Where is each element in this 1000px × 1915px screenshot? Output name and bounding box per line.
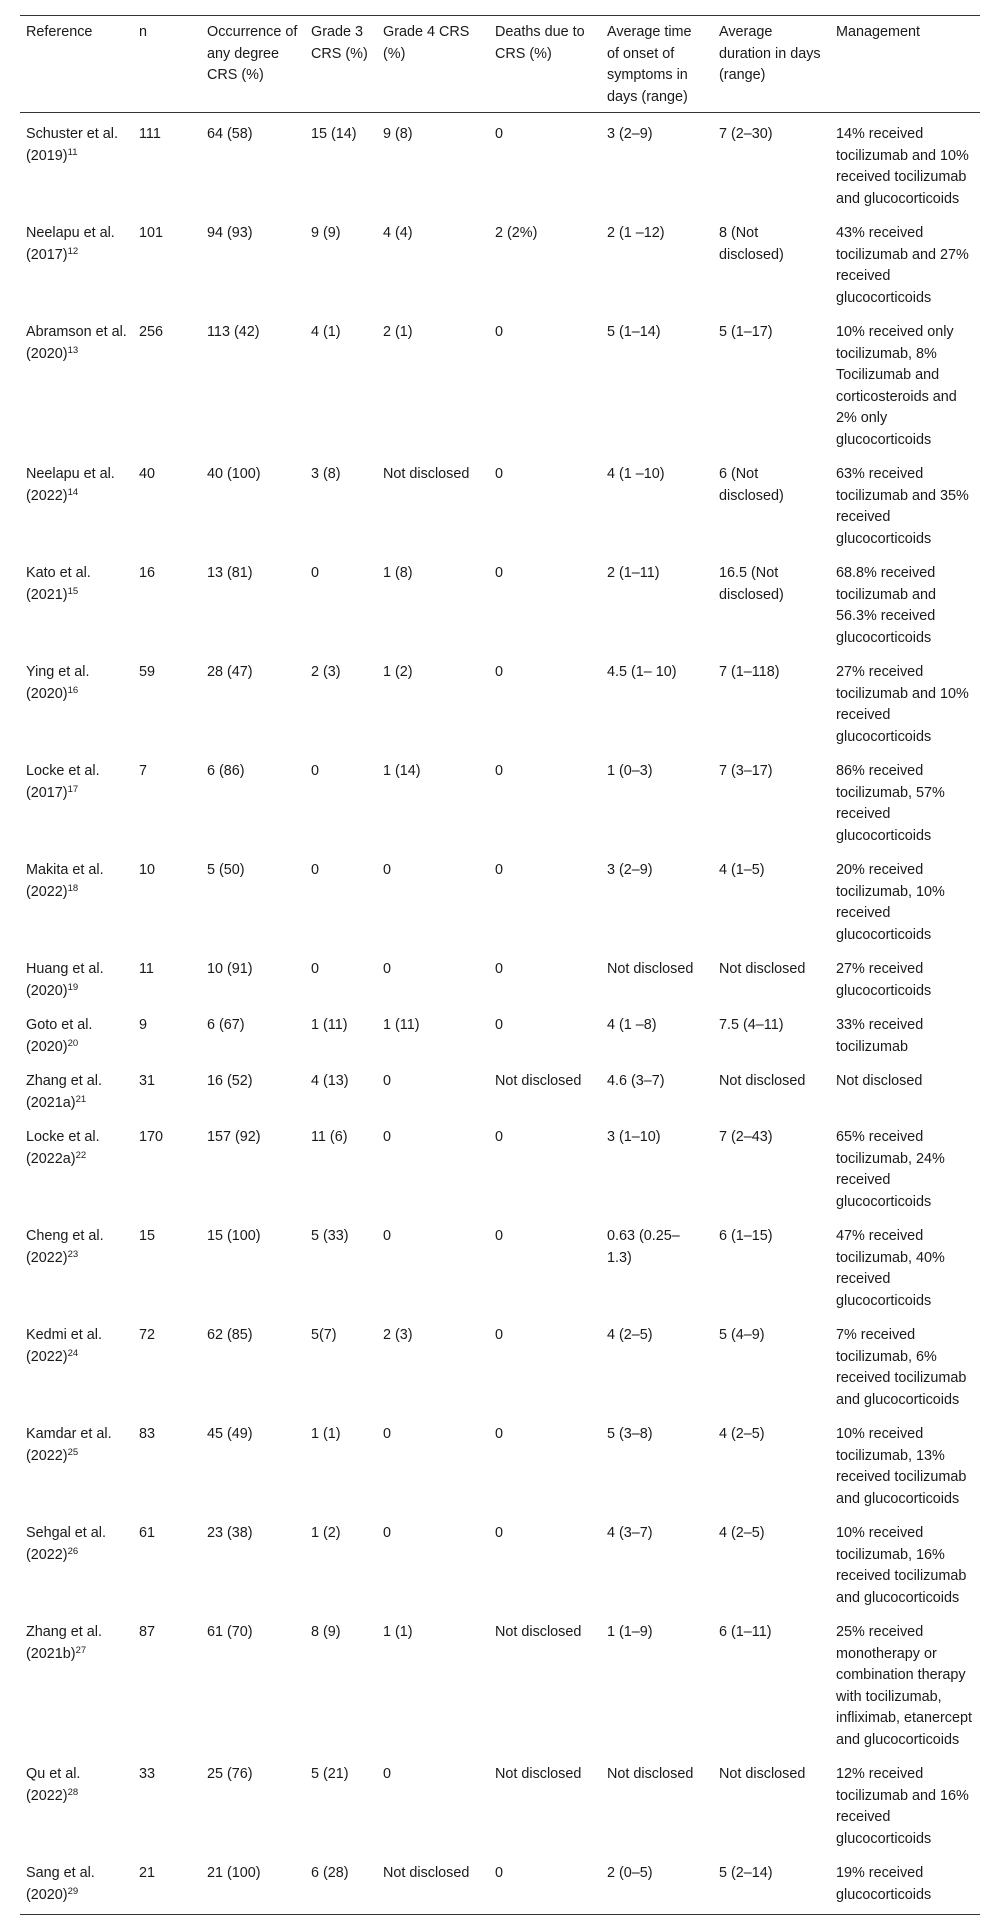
cell-deaths: 0 xyxy=(495,324,504,340)
cell-grade4: 4 (4) xyxy=(383,225,413,241)
citation-number: 21 xyxy=(75,1093,87,1105)
cell-reference xyxy=(20,750,133,849)
cell-deaths: 0 xyxy=(495,565,504,581)
cell-any-crs: 25 (76) xyxy=(207,1766,253,1782)
table-row xyxy=(20,311,980,453)
reference-text: Neelapu et al. (2022) xyxy=(26,466,115,504)
cell-grade3: 0 xyxy=(311,961,320,977)
cell-management: 10% received tocilizumab, 13% received tocilizumab and glucocorticoids xyxy=(836,1426,967,1507)
table-row xyxy=(20,948,980,1004)
cell-grade3: 11 (6) xyxy=(311,1129,348,1145)
table-row xyxy=(20,1004,980,1060)
cell-duration: 7.5 (4–11) xyxy=(719,1017,784,1033)
cell-onset: 2 (0–5) xyxy=(601,1852,713,1915)
cell-duration: 5 (1–17) xyxy=(719,324,773,340)
cell-any-crs: 40 (100) xyxy=(207,466,261,482)
header-duration: Average duration in days (range) xyxy=(713,16,830,113)
citation-number: 25 xyxy=(67,1446,79,1458)
reference-text: Sang et al. (2020) xyxy=(26,1865,95,1903)
cell-grade4: 1 (1) xyxy=(383,1624,413,1640)
cell-duration: 6 (1–15) xyxy=(719,1228,773,1244)
cell-deaths: Not disclosed xyxy=(495,1624,582,1640)
reference-text: Ying et al. (2020) xyxy=(26,664,90,702)
cell-grade4: 2 (3) xyxy=(383,1327,413,1343)
header-any-crs: Occurrence of any degree CRS (%) xyxy=(201,16,305,113)
cell-management: 65% received tocilizumab, 24% received glucocorticoids xyxy=(836,1129,945,1210)
cell-management: 19% received glucocorticoids xyxy=(830,1852,980,1915)
cell-grade3: 1 (11) xyxy=(311,1017,348,1033)
cell-onset: 4 (3–7) xyxy=(607,1525,653,1541)
cell-grade4: 0 xyxy=(383,1129,392,1145)
cell-n: 11 xyxy=(139,961,154,977)
cell-any-crs: 62 (85) xyxy=(207,1327,253,1343)
cell-grade4: 1 (8) xyxy=(383,565,413,581)
table-row xyxy=(20,651,980,750)
cell-deaths: 0 xyxy=(495,1426,504,1442)
cell-duration: 7 (3–17) xyxy=(719,763,773,779)
header-row xyxy=(20,16,980,113)
cell-any-crs: 61 (70) xyxy=(207,1624,253,1640)
cell-any-crs: 23 (38) xyxy=(207,1525,253,1541)
table-row xyxy=(20,1060,980,1116)
cell-management: 10% received only tocilizumab, 8% Tocilizumab and corticosteroids and 2% only glucocorticoids xyxy=(836,324,957,448)
cell-deaths: 0 xyxy=(495,1129,504,1145)
cell-duration: Not disclosed xyxy=(719,961,806,977)
cell-onset: 3 (2–9) xyxy=(607,126,653,142)
cell-n: 21 xyxy=(133,1852,201,1915)
cell-duration: 4 (2–5) xyxy=(719,1426,765,1442)
cell-any-crs: 16 (52) xyxy=(207,1073,253,1089)
reference-text: Huang et al. (2020) xyxy=(26,961,104,999)
header-deaths: Deaths due to CRS (%) xyxy=(489,16,601,113)
cell-reference xyxy=(20,552,133,651)
cell-n: 101 xyxy=(139,225,164,241)
cell-duration: 5 (4–9) xyxy=(719,1327,765,1343)
cell-reference xyxy=(20,1852,133,1915)
reference-text: Zhang et al. (2021b) xyxy=(26,1624,103,1662)
table-row xyxy=(20,1611,980,1753)
table-row xyxy=(20,1852,980,1915)
cell-management: 20% received tocilizumab, 10% received glucocorticoids xyxy=(836,862,945,943)
cell-grade4: 0 xyxy=(383,961,392,977)
cell-n: 31 xyxy=(139,1073,156,1089)
cell-any-crs: 21 (100) xyxy=(201,1852,305,1915)
cell-grade3: 5 (21) xyxy=(311,1766,349,1782)
citation-number: 22 xyxy=(75,1149,87,1161)
cell-grade4: Not disclosed xyxy=(377,1852,489,1915)
cell-any-crs: 10 (91) xyxy=(207,961,253,977)
citation-number: 20 xyxy=(67,1037,79,1049)
cell-onset: 0.63 (0.25– 1.3) xyxy=(607,1228,680,1266)
cell-duration: 6 (Not disclosed) xyxy=(719,466,784,504)
cell-grade3: 2 (3) xyxy=(311,664,341,680)
reference-text: Locke et al. (2017) xyxy=(26,763,100,801)
reference-text: Sehgal et al. (2022) xyxy=(26,1525,107,1563)
table-row xyxy=(20,750,980,849)
cell-grade3: 0 xyxy=(311,862,320,878)
cell-reference xyxy=(20,212,133,311)
citation-number: 12 xyxy=(67,245,79,257)
crs-table xyxy=(20,15,980,1915)
cell-grade4: 1 (14) xyxy=(383,763,421,779)
cell-any-crs: 6 (67) xyxy=(207,1017,245,1033)
cell-grade3: 4 (1) xyxy=(311,324,341,340)
reference-text: Kedmi et al. (2022) xyxy=(26,1327,102,1365)
table-row xyxy=(20,1215,980,1314)
cell-management: 14% received tocilizumab and 10% received tocilizumab and glucocorticoids xyxy=(836,126,969,207)
table-header xyxy=(20,16,980,113)
cell-duration: 7 (1–118) xyxy=(719,664,780,680)
cell-onset: Not disclosed xyxy=(607,1766,694,1782)
cell-onset: 3 (2–9) xyxy=(607,862,653,878)
cell-deaths: 0 xyxy=(489,1852,601,1915)
cell-management: Not disclosed xyxy=(836,1073,923,1089)
cell-onset: 1 (1–9) xyxy=(607,1624,653,1640)
cell-deaths: 0 xyxy=(495,466,504,482)
cell-any-crs: 157 (92) xyxy=(207,1129,261,1145)
reference-text: Schuster et al. (2019) xyxy=(26,126,118,164)
cell-n: 111 xyxy=(139,126,161,142)
cell-reference xyxy=(20,1413,133,1512)
cell-n: 10 xyxy=(139,862,156,878)
cell-deaths: Not disclosed xyxy=(495,1073,582,1089)
cell-grade4: 0 xyxy=(383,1073,392,1089)
cell-onset: 2 (1–11) xyxy=(607,565,660,581)
reference-text: Abramson et al. (2020) xyxy=(26,324,127,362)
cell-onset: 3 (1–10) xyxy=(607,1129,661,1145)
cell-any-crs: 113 (42) xyxy=(207,324,260,340)
cell-n: 83 xyxy=(139,1426,156,1442)
cell-n: 40 xyxy=(139,466,156,482)
cell-management: 7% received tocilizumab, 6% received tocilizumab and glucocorticoids xyxy=(836,1327,967,1408)
cell-onset: 5 (3–8) xyxy=(607,1426,653,1442)
reference-text: Qu et al. (2022) xyxy=(26,1766,81,1804)
cell-duration: 5 (2–14) xyxy=(713,1852,830,1915)
cell-deaths: 0 xyxy=(495,1525,504,1541)
cell-n: 7 xyxy=(139,763,148,779)
citation-number: 14 xyxy=(67,486,79,498)
citation-number: 13 xyxy=(67,344,79,356)
crs-table-container xyxy=(20,0,980,1915)
cell-reference xyxy=(20,113,133,213)
cell-grade3: 4 (13) xyxy=(311,1073,349,1089)
cell-onset: 2 (1 –12) xyxy=(607,225,665,241)
cell-onset: Not disclosed xyxy=(607,961,694,977)
cell-deaths: 0 xyxy=(495,763,504,779)
cell-reference xyxy=(20,651,133,750)
cell-any-crs: 94 (93) xyxy=(207,225,253,241)
cell-grade4: 1 (2) xyxy=(383,664,413,680)
reference-text: Zhang et al. (2021a) xyxy=(26,1073,103,1111)
cell-reference xyxy=(20,849,133,948)
cell-management: 12% received tocilizumab and 16% received glucocorticoids xyxy=(836,1766,969,1847)
cell-n: 72 xyxy=(139,1327,156,1343)
cell-management: 10% received tocilizumab, 16% received tocilizumab and glucocorticoids xyxy=(836,1525,967,1606)
cell-duration: 7 (2–30) xyxy=(719,126,773,142)
cell-deaths: Not disclosed xyxy=(495,1766,582,1782)
citation-number: 28 xyxy=(67,1786,79,1798)
cell-management: 86% received tocilizumab, 57% received glucocorticoids xyxy=(836,763,945,844)
citation-number: 29 xyxy=(67,1885,79,1897)
table-row xyxy=(20,1116,980,1215)
cell-duration: Not disclosed xyxy=(719,1073,806,1089)
cell-management: 33% received tocilizumab xyxy=(836,1017,924,1055)
cell-any-crs: 15 (100) xyxy=(207,1228,261,1244)
cell-n: 33 xyxy=(139,1766,156,1782)
cell-deaths: 0 xyxy=(495,126,504,142)
cell-reference xyxy=(20,948,133,1004)
reference-text: Locke et al. (2022a) xyxy=(26,1129,100,1167)
cell-reference xyxy=(20,453,133,552)
cell-onset: 4 (2–5) xyxy=(607,1327,653,1343)
cell-duration: 8 (Not disclosed) xyxy=(719,225,784,263)
table-row xyxy=(20,1753,980,1852)
cell-onset: 5 (1–14) xyxy=(607,324,661,340)
cell-any-crs: 5 (50) xyxy=(207,862,245,878)
cell-grade4: 2 (1) xyxy=(383,324,413,340)
cell-deaths: 0 xyxy=(495,1228,504,1244)
cell-deaths: 0 xyxy=(495,862,504,878)
reference-text: Goto et al. (2020) xyxy=(26,1017,93,1055)
cell-management: 47% received tocilizumab, 40% received glucocorticoids xyxy=(836,1228,945,1309)
table-row xyxy=(20,1512,980,1611)
reference-text: Kato et al. (2021) xyxy=(26,565,91,603)
table-row xyxy=(20,453,980,552)
table-row xyxy=(20,113,980,213)
citation-number: 18 xyxy=(67,882,79,894)
header-onset: Average time of onset of symptoms in days (range) xyxy=(601,16,713,113)
cell-reference xyxy=(20,1116,133,1215)
cell-management: 63% received tocilizumab and 35% received glucocorticoids xyxy=(836,466,969,547)
cell-grade3: 1 (2) xyxy=(311,1525,341,1541)
cell-grade4: 1 (11) xyxy=(383,1017,420,1033)
cell-reference xyxy=(20,1512,133,1611)
cell-grade4: 0 xyxy=(383,1228,392,1244)
citation-number: 16 xyxy=(67,684,79,696)
cell-grade3: 0 xyxy=(311,565,320,581)
cell-grade4: 0 xyxy=(383,1525,392,1541)
cell-grade4: 9 (8) xyxy=(383,126,413,142)
cell-deaths: 0 xyxy=(495,961,504,977)
cell-deaths: 0 xyxy=(495,664,504,680)
cell-reference xyxy=(20,1215,133,1314)
table-body xyxy=(20,113,980,1915)
cell-grade3: 3 (8) xyxy=(311,466,341,482)
cell-grade3: 5 (33) xyxy=(311,1228,349,1244)
cell-management: 27% received tocilizumab and 10% received glucocorticoids xyxy=(836,664,969,745)
cell-reference xyxy=(20,1004,133,1060)
cell-management: 27% received glucocorticoids xyxy=(836,961,932,999)
cell-n: 87 xyxy=(139,1624,156,1640)
cell-n: 61 xyxy=(139,1525,156,1541)
citation-number: 11 xyxy=(67,146,78,158)
reference-text: Cheng et al. (2022) xyxy=(26,1228,104,1266)
cell-any-crs: 13 (81) xyxy=(207,565,253,581)
cell-grade3: 9 (9) xyxy=(311,225,341,241)
reference-text: Kamdar et al. (2022) xyxy=(26,1426,112,1464)
cell-grade3: 8 (9) xyxy=(311,1624,341,1640)
cell-reference xyxy=(20,1314,133,1413)
reference-text: Neelapu et al. (2017) xyxy=(26,225,115,263)
cell-onset: 4 (1 –8) xyxy=(607,1017,657,1033)
citation-number: 17 xyxy=(67,783,79,795)
cell-n: 256 xyxy=(139,324,164,340)
cell-grade3: 15 (14) xyxy=(311,126,357,142)
cell-any-crs: 6 (86) xyxy=(207,763,245,779)
cell-onset: 1 (0–3) xyxy=(607,763,653,779)
citation-number: 26 xyxy=(67,1545,79,1557)
cell-grade4: 0 xyxy=(383,862,392,878)
header-grade4: Grade 4 CRS (%) xyxy=(377,16,489,113)
cell-n: 15 xyxy=(139,1228,156,1244)
cell-reference xyxy=(20,1060,133,1116)
cell-any-crs: 28 (47) xyxy=(207,664,253,680)
cell-grade3: 5(7) xyxy=(311,1327,337,1343)
header-reference: Reference xyxy=(20,16,133,113)
citation-number: 23 xyxy=(67,1248,79,1260)
table-row xyxy=(20,552,980,651)
table-row xyxy=(20,849,980,948)
cell-grade3: 0 xyxy=(311,763,320,779)
cell-onset: 4 (1 –10) xyxy=(607,466,665,482)
cell-reference xyxy=(20,311,133,453)
cell-any-crs: 64 (58) xyxy=(207,126,253,142)
cell-onset: 4.5 (1– 10) xyxy=(607,664,677,680)
cell-duration: 16.5 (Not disclosed) xyxy=(719,565,784,603)
citation-number: 24 xyxy=(67,1347,79,1359)
cell-grade4: Not disclosed xyxy=(383,466,470,482)
header-n: n xyxy=(133,16,201,113)
cell-duration: 4 (1–5) xyxy=(719,862,765,878)
cell-management: 43% received tocilizumab and 27% received glucocorticoids xyxy=(836,225,969,306)
cell-n: 59 xyxy=(139,664,156,680)
cell-deaths: 0 xyxy=(495,1327,504,1343)
cell-deaths: 2 (2%) xyxy=(495,225,538,241)
cell-grade4: 0 xyxy=(383,1766,392,1782)
cell-duration: 4 (2–5) xyxy=(719,1525,765,1541)
cell-duration: 6 (1–11) xyxy=(719,1624,772,1640)
cell-grade3: 6 (28) xyxy=(305,1852,377,1915)
cell-deaths: 0 xyxy=(495,1017,504,1033)
cell-grade3: 1 (1) xyxy=(311,1426,341,1442)
cell-n: 16 xyxy=(139,565,156,581)
citation-number: 15 xyxy=(67,585,79,597)
cell-duration: 7 (2–43) xyxy=(719,1129,773,1145)
cell-management: 25% received monotherapy or combination therapy with tocilizumab, infliximab, etanercept and glucocorticoids xyxy=(836,1624,972,1748)
reference-text: Makita et al. (2022) xyxy=(26,862,104,900)
cell-reference xyxy=(20,1611,133,1753)
table-row xyxy=(20,212,980,311)
header-management: Management xyxy=(830,16,980,113)
cell-grade4: 0 xyxy=(383,1426,392,1442)
cell-duration: Not disclosed xyxy=(719,1766,806,1782)
cell-onset: 4.6 (3–7) xyxy=(607,1073,665,1089)
cell-any-crs: 45 (49) xyxy=(207,1426,253,1442)
cell-management: 68.8% received tocilizumab and 56.3% received glucocorticoids xyxy=(836,565,936,646)
cell-n: 9 xyxy=(139,1017,148,1033)
cell-n: 170 xyxy=(139,1129,164,1145)
citation-number: 19 xyxy=(67,981,79,993)
citation-number: 27 xyxy=(75,1644,87,1656)
cell-reference xyxy=(20,1753,133,1852)
table-row xyxy=(20,1314,980,1413)
table-row xyxy=(20,1413,980,1512)
header-grade3: Grade 3 CRS (%) xyxy=(305,16,377,113)
